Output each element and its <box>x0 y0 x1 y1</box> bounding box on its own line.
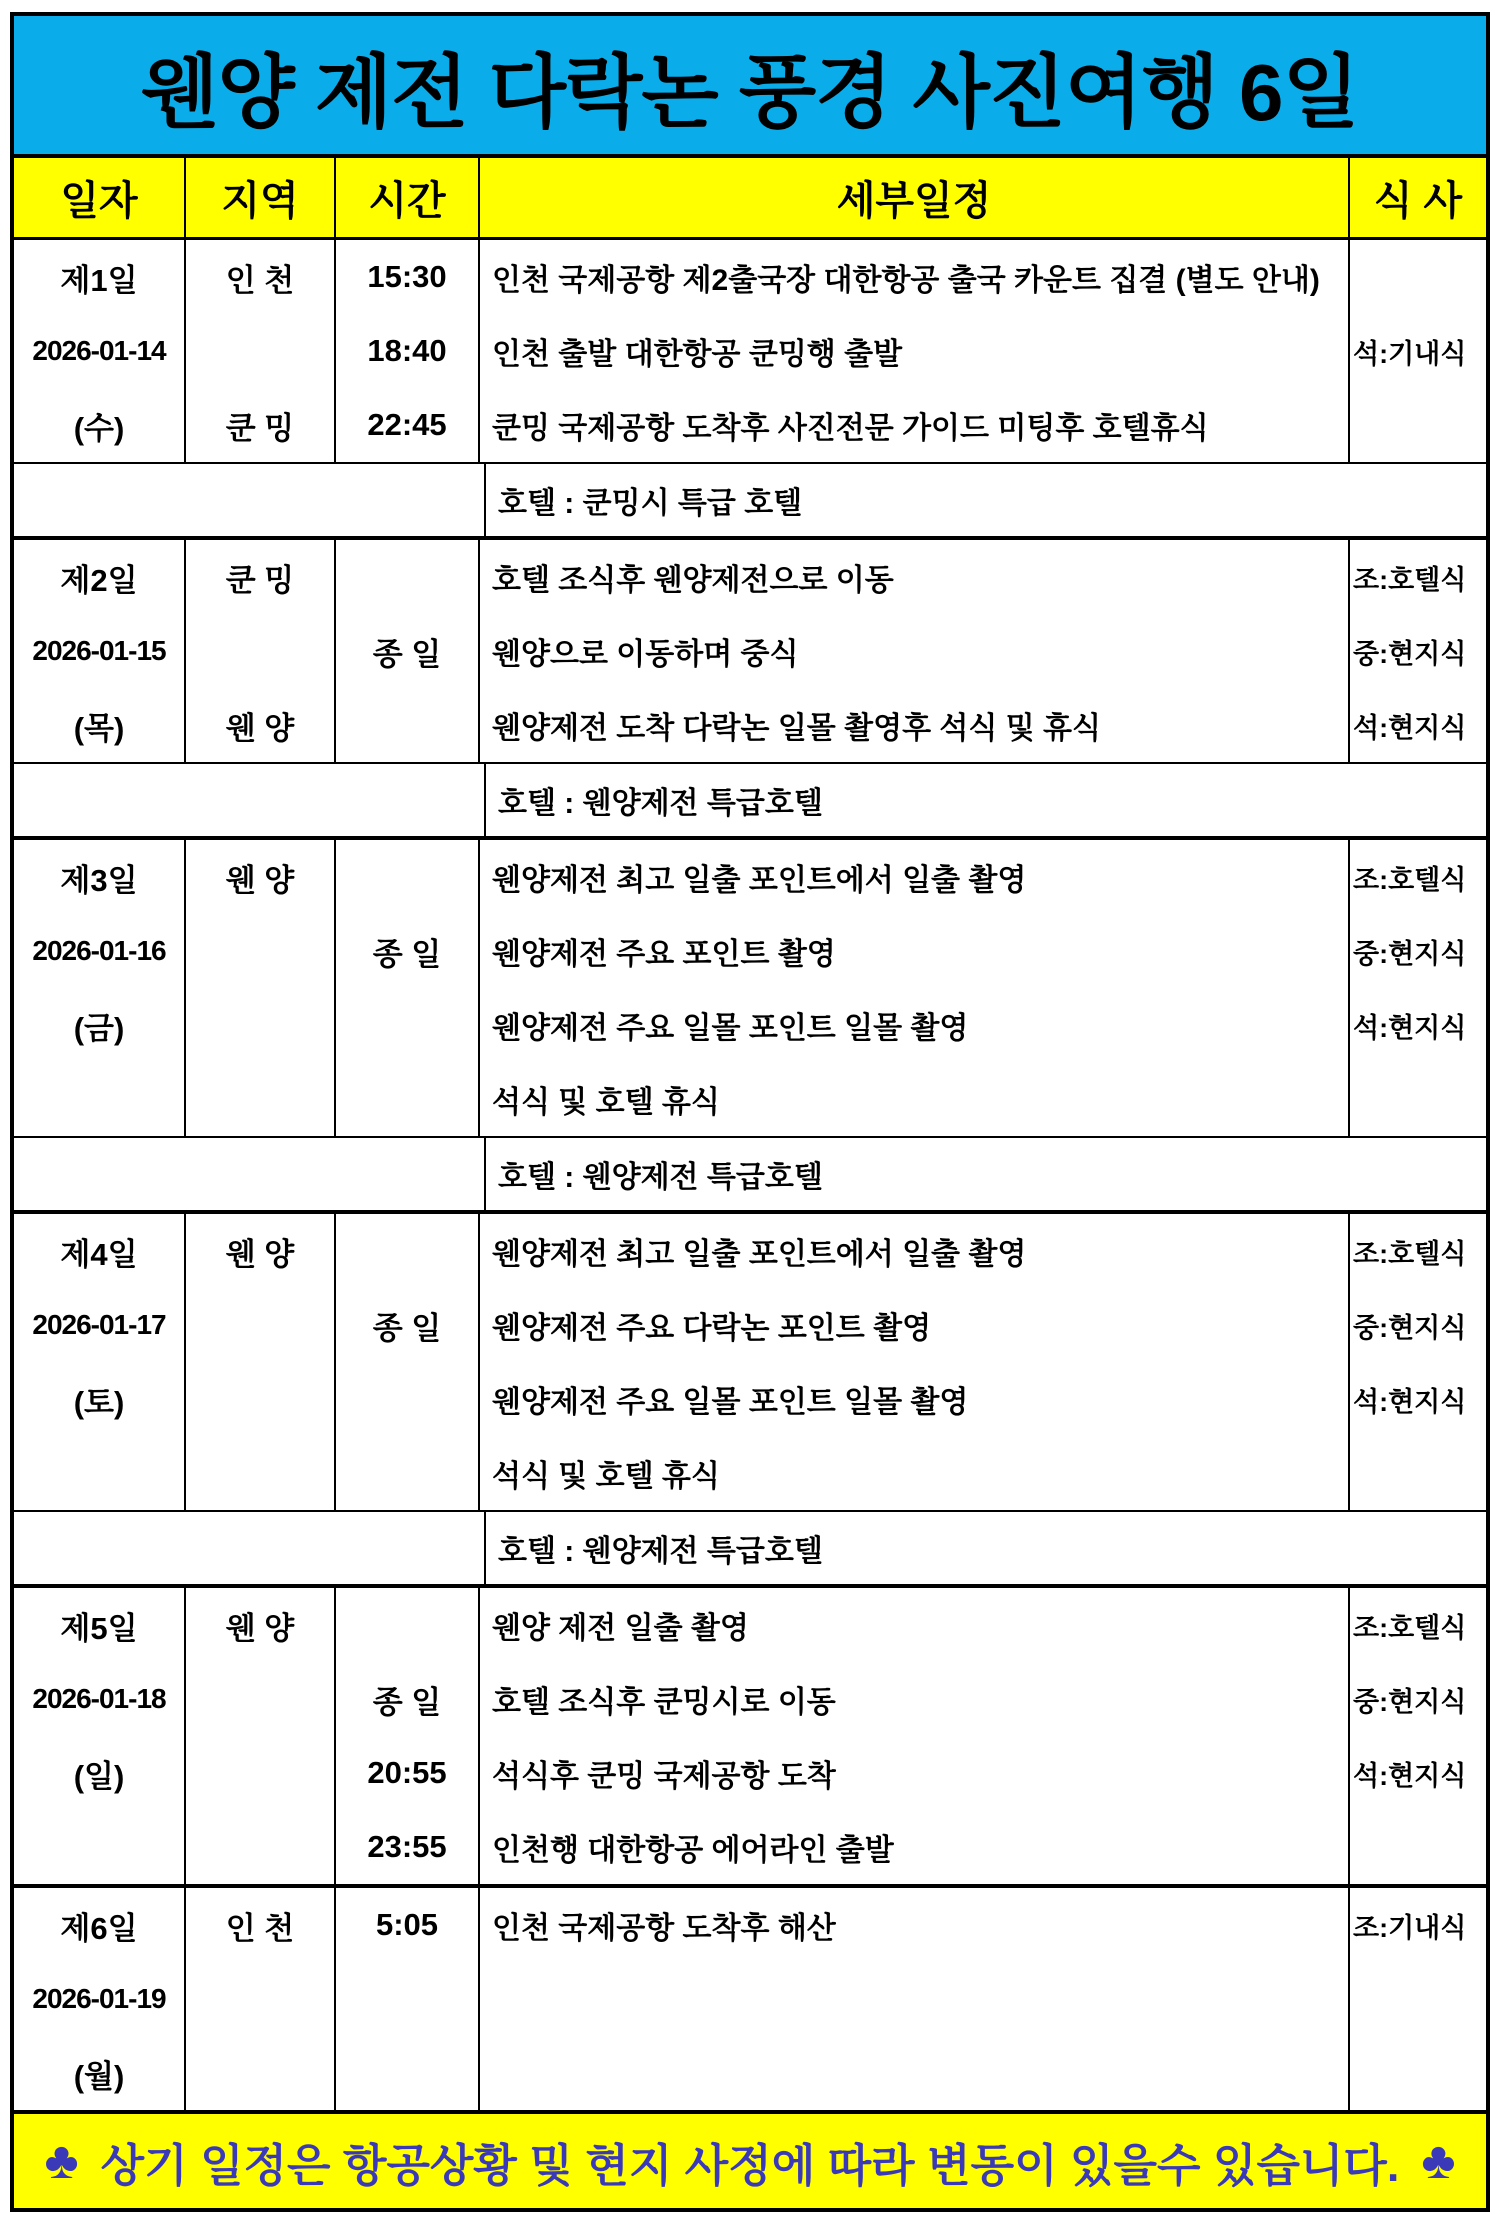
region-text: 웬 양 <box>225 862 295 898</box>
day-block <box>14 1214 1486 1588</box>
meal-text <box>1350 1436 1486 1510</box>
time-text <box>336 1062 478 1136</box>
schedule-text: 웬양제전 최고 일출 포인트에서 일출 촬영 <box>492 1238 1027 1271</box>
schedule-text: 호텔 조식후 웬양제전으로 이동 <box>492 564 894 597</box>
weekday-text: (월) <box>73 2058 125 2094</box>
date-cell <box>14 1588 186 1884</box>
meal-text: 조:호텔식 <box>1353 864 1467 895</box>
region-text <box>186 1962 334 2036</box>
hotel-info: 호텔 : 웬양제전 특급호텔 <box>498 1535 823 1568</box>
time-text: 18:40 <box>367 333 447 368</box>
hotel-row <box>14 1136 1486 1210</box>
hotel-row-spacer <box>14 1512 486 1584</box>
schedule-cell <box>480 1888 1350 2110</box>
time-text <box>336 1962 478 2036</box>
time-cell <box>336 840 480 1136</box>
header-meals: 식 사 <box>1373 179 1463 223</box>
meal-text: 중:현지식 <box>1353 638 1467 669</box>
schedule-text: 인천 출발 대한항공 쿤밍행 출발 <box>492 338 903 371</box>
schedule-cell <box>480 1588 1350 1884</box>
time-cell <box>336 540 480 762</box>
days-container <box>14 240 1486 2114</box>
weekday-text: (목) <box>73 710 125 746</box>
time-text: 5:05 <box>375 1907 439 1942</box>
region-text: 인 천 <box>225 262 295 298</box>
meal-text: 조:호텔식 <box>1353 1238 1467 1269</box>
meal-text: 석:현지식 <box>1353 1760 1467 1791</box>
region-text: 웬 양 <box>225 710 295 746</box>
day-label: 제3일 <box>60 862 138 898</box>
meals-cell <box>1350 540 1486 762</box>
cell-text <box>14 1810 184 1884</box>
hotel-row <box>14 462 1486 536</box>
time-text <box>336 988 478 1062</box>
schedule-text: 웬양 제전 일출 촬영 <box>492 1612 749 1645</box>
time-text: 22:45 <box>367 407 447 442</box>
time-text: 15:30 <box>367 259 447 294</box>
hotel-info: 호텔 : 웬양제전 특급호텔 <box>498 1161 823 1194</box>
day-label: 제2일 <box>60 562 138 598</box>
schedule-text: 석식 및 호텔 휴식 <box>492 1460 720 1493</box>
region-text <box>186 1436 334 1510</box>
schedule-text <box>480 1962 1348 2036</box>
meal-text: 석:현지식 <box>1353 1386 1467 1417</box>
club-icon: ♣ <box>44 2132 79 2190</box>
schedule-cell <box>480 840 1350 1136</box>
hotel-info: 호텔 : 쿤밍시 특급 호텔 <box>498 487 803 520</box>
schedule-cell <box>480 1214 1350 1510</box>
time-text: 종 일 <box>372 936 442 972</box>
region-text: 인 천 <box>225 1910 295 1946</box>
date-cell <box>14 1888 186 2110</box>
time-text: 종 일 <box>372 1684 442 1720</box>
hotel-row <box>14 762 1486 836</box>
weekday-text: (토) <box>73 1384 125 1420</box>
day-content-row <box>14 1888 1486 2110</box>
cell-text <box>14 1062 184 1136</box>
time-text: 종 일 <box>372 636 442 672</box>
header-schedule: 세부일정 <box>480 158 1350 237</box>
meal-text: 중:현지식 <box>1353 1686 1467 1717</box>
day-label: 제6일 <box>60 1910 138 1946</box>
meal-text <box>1350 1062 1486 1136</box>
cell-text <box>14 1436 184 1510</box>
region-text <box>186 914 334 988</box>
date-text: 2026-01-15 <box>32 635 166 666</box>
day-content-row <box>14 240 1486 462</box>
time-text <box>336 2036 478 2110</box>
meal-text <box>1350 1810 1486 1884</box>
date-cell <box>14 840 186 1136</box>
region-text <box>186 988 334 1062</box>
meal-text: 조:호텔식 <box>1353 564 1467 595</box>
meal-text: 석:기내식 <box>1353 338 1467 369</box>
page-title: 웬양 제전 다락논 풍경 사진여행 6일 <box>141 47 1359 137</box>
weekday-text: (금) <box>73 1010 125 1046</box>
region-cell <box>186 1888 336 2110</box>
region-text: 웬 양 <box>225 1610 295 1646</box>
schedule-cell <box>480 540 1350 762</box>
date-text: 2026-01-14 <box>32 335 166 366</box>
day-label: 제5일 <box>60 1610 138 1646</box>
day-content-row <box>14 1588 1486 1884</box>
meal-text: 석:현지식 <box>1353 1012 1467 1043</box>
meals-cell <box>1350 1888 1486 2110</box>
day-block <box>14 540 1486 840</box>
meals-cell <box>1350 1588 1486 1884</box>
region-cell <box>186 1214 336 1510</box>
time-cell <box>336 1588 480 1884</box>
time-text <box>336 688 478 762</box>
weekday-text: (수) <box>73 410 125 446</box>
header-date: 일자 <box>14 158 186 237</box>
time-cell <box>336 1888 480 2110</box>
region-text <box>186 1362 334 1436</box>
day-label: 제1일 <box>60 262 138 298</box>
schedule-text: 석식후 쿤밍 국제공항 도착 <box>492 1760 836 1793</box>
day-content-row <box>14 540 1486 762</box>
schedule-text: 석식 및 호텔 휴식 <box>492 1086 720 1119</box>
date-cell <box>14 1214 186 1510</box>
time-text <box>336 1436 478 1510</box>
meal-text <box>1350 1962 1486 2036</box>
schedule-text: 웬양제전 주요 다락논 포인트 촬영 <box>492 1312 932 1345</box>
meal-text <box>1350 388 1486 462</box>
day-content-row <box>14 1214 1486 1510</box>
meals-cell <box>1350 1214 1486 1510</box>
date-cell <box>14 240 186 462</box>
header-region: 지역 <box>186 158 336 237</box>
time-text <box>336 1214 478 1288</box>
region-text <box>186 614 334 688</box>
hotel-info: 호텔 : 웬양제전 특급호텔 <box>498 787 823 820</box>
schedule-text: 웬양제전 주요 포인트 촬영 <box>492 938 836 971</box>
time-text <box>336 1362 478 1436</box>
table-header-row <box>14 158 1486 240</box>
meal-text: 석:현지식 <box>1353 712 1467 743</box>
schedule-text: 웬양제전 도착 다락논 일몰 촬영후 석식 및 휴식 <box>492 712 1101 745</box>
hotel-row-spacer <box>14 464 486 536</box>
meal-text: 조:호텔식 <box>1353 1612 1467 1643</box>
itinerary-table <box>10 12 1490 2212</box>
meal-text <box>1350 240 1486 314</box>
meals-cell <box>1350 240 1486 462</box>
region-text: 쿤 밍 <box>225 562 295 598</box>
day-block <box>14 240 1486 540</box>
region-cell <box>186 1588 336 1884</box>
schedule-text <box>480 2036 1348 2110</box>
day-content-row <box>14 840 1486 1136</box>
day-label: 제4일 <box>60 1236 138 1272</box>
club-icon: ♣ <box>1421 2132 1456 2190</box>
time-text <box>336 540 478 614</box>
footer-note <box>14 2114 1486 2208</box>
hotel-row <box>14 1510 1486 1584</box>
time-cell <box>336 1214 480 1510</box>
hotel-row-spacer <box>14 764 486 836</box>
schedule-text: 웬양제전 최고 일출 포인트에서 일출 촬영 <box>492 864 1027 897</box>
meals-cell <box>1350 840 1486 1136</box>
date-text: 2026-01-16 <box>32 935 166 966</box>
region-cell <box>186 240 336 462</box>
meal-text <box>1350 2036 1486 2110</box>
time-text: 23:55 <box>367 1829 447 1864</box>
schedule-text: 인천 국제공항 제2출국장 대한항공 출국 카운트 집결 (별도 안내) <box>492 264 1320 297</box>
day-block <box>14 1588 1486 1888</box>
schedule-text: 인천행 대한항공 에어라인 출발 <box>492 1834 894 1867</box>
region-cell <box>186 540 336 762</box>
region-text <box>186 314 334 388</box>
day-block <box>14 1888 1486 2114</box>
date-text: 2026-01-17 <box>32 1309 166 1340</box>
time-text: 20:55 <box>367 1755 447 1790</box>
schedule-text: 웬양으로 이동하며 중식 <box>492 638 799 671</box>
schedule-text: 웬양제전 주요 일몰 포인트 일몰 촬영 <box>492 1012 969 1045</box>
region-text: 웬 양 <box>225 1236 295 1272</box>
title-bar <box>14 16 1486 158</box>
region-text <box>186 1662 334 1736</box>
meal-text: 중:현지식 <box>1353 938 1467 969</box>
time-text <box>336 1588 478 1662</box>
schedule-text: 인천 국제공항 도착후 해산 <box>492 1912 836 1945</box>
weekday-text: (일) <box>73 1758 125 1794</box>
region-text <box>186 1736 334 1810</box>
time-text: 종 일 <box>372 1310 442 1346</box>
region-text: 쿤 밍 <box>225 410 295 446</box>
footer-text: 상기 일정은 항공상황 및 현지 사정에 따라 변동이 있을수 있습니다. <box>100 2139 1400 2191</box>
date-cell <box>14 540 186 762</box>
date-text: 2026-01-18 <box>32 1683 166 1714</box>
hotel-row-spacer <box>14 1138 486 1210</box>
region-text <box>186 1062 334 1136</box>
time-cell <box>336 240 480 462</box>
header-time: 시간 <box>336 158 480 237</box>
schedule-text: 웬양제전 주요 일몰 포인트 일몰 촬영 <box>492 1386 969 1419</box>
region-text <box>186 1288 334 1362</box>
time-text <box>336 840 478 914</box>
region-text <box>186 1810 334 1884</box>
meal-text: 중:현지식 <box>1353 1312 1467 1343</box>
date-text: 2026-01-19 <box>32 1983 166 2014</box>
region-text <box>186 2036 334 2110</box>
schedule-text: 쿤밍 국제공항 도착후 사진전문 가이드 미팅후 호텔휴식 <box>492 412 1209 445</box>
schedule-cell <box>480 240 1350 462</box>
region-cell <box>186 840 336 1136</box>
schedule-text: 호텔 조식후 쿤밍시로 이동 <box>492 1686 836 1719</box>
day-block <box>14 840 1486 1214</box>
meal-text: 조:기내식 <box>1353 1912 1467 1943</box>
